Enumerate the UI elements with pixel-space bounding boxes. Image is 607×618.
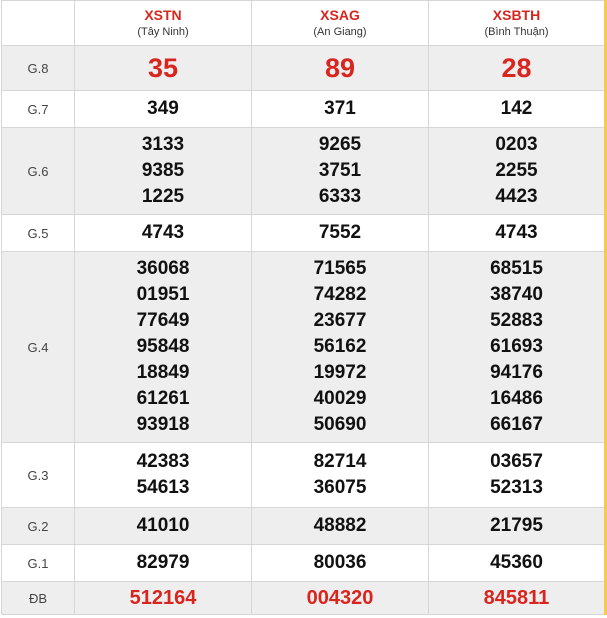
prize-number: 28 [501,53,532,83]
prize-cell [429,128,606,215]
prize-number: 41010 [136,515,190,536]
prize-cell [75,252,252,443]
prize-number: 95848 [136,336,190,357]
prize-number: 61261 [136,388,190,409]
special-prize-number: 845811 [483,587,550,609]
prize-number: 82979 [136,552,190,573]
prize-row-g5 [2,215,606,252]
prize-number: 0203 [495,134,538,155]
prize-number: 48882 [313,515,367,536]
prize-cell [252,128,429,215]
prize-number: 52313 [490,477,543,498]
province-code-link[interactable]: XSAG [320,7,360,23]
prize-number: 42383 [136,451,190,472]
prize-cell [75,91,252,128]
prize-cell [252,443,429,508]
prize-number: 36075 [313,477,367,498]
header-province-bth [429,1,606,46]
prize-number: 03657 [490,451,543,472]
prize-number: 93918 [136,414,190,435]
lottery-results-table [1,0,607,615]
prize-cell [252,91,429,128]
header-empty-cell [2,1,75,46]
prize-number: 23677 [313,310,367,331]
prize-row-g1 [2,545,606,582]
prize-number: 94176 [490,362,543,383]
prize-number: 52883 [490,310,543,331]
header-province-tn [75,1,252,46]
prize-number: 9385 [141,160,185,181]
prize-number: 40029 [313,388,367,409]
prize-cell [75,545,252,582]
prize-cell [252,582,429,615]
prize-label: G.6 [2,128,75,215]
prize-number: 56162 [313,336,367,357]
prize-cell [252,545,429,582]
prize-number: 6333 [318,186,362,207]
prize-number: 1225 [141,186,185,207]
prize-number: 68515 [490,258,543,279]
prize-cell [429,582,606,615]
prize-cell [429,508,606,545]
prize-number: 2255 [495,160,538,181]
prize-cell [429,252,606,443]
prize-cell [252,508,429,545]
prize-number: 35 [147,53,179,83]
prize-label: G.8 [2,46,75,91]
prize-row-g7 [2,91,606,128]
province-code-link[interactable]: XSTN [144,7,182,23]
header-row [2,1,606,46]
prize-number: 4423 [495,186,538,207]
prize-number: 50690 [313,414,367,435]
prize-cell [75,582,252,615]
prize-label: G.5 [2,215,75,252]
prize-number: 142 [500,98,533,119]
prize-cell [252,252,429,443]
prize-number: 9265 [318,134,362,155]
prize-cell [429,46,606,91]
province-name: (An Giang) [313,26,367,38]
prize-number: 77649 [136,310,190,331]
prize-cell [252,215,429,252]
special-prize-number: 004320 [306,587,374,609]
prize-label: G.4 [2,252,75,443]
prize-cell [75,128,252,215]
prize-row-g6 [2,128,606,215]
prize-label: ĐB [2,582,75,615]
province-code-link[interactable]: XSBTH [492,7,541,23]
prize-number: 89 [324,53,356,83]
prize-number: 4743 [495,222,538,243]
prize-number: 74282 [313,284,367,305]
prize-label: G.2 [2,508,75,545]
prize-cell [429,91,606,128]
prize-row-g3 [2,443,606,508]
prize-cell [75,46,252,91]
prize-row-g4 [2,252,606,443]
prize-number: 36068 [136,258,190,279]
prize-number: 3133 [141,134,185,155]
prize-label: G.1 [2,545,75,582]
prize-cell [75,443,252,508]
prize-row-g8 [2,46,606,91]
prize-number: 21795 [490,515,543,536]
prize-number: 66167 [490,414,543,435]
prize-number: 7552 [318,222,362,243]
prize-number: 80036 [313,552,367,573]
prize-row-special [2,582,606,615]
prize-number: 71565 [313,258,367,279]
prize-number: 01951 [136,284,190,305]
prize-cell [75,508,252,545]
prize-cell [429,215,606,252]
prize-number: 371 [324,98,356,119]
prize-number: 19972 [313,362,367,383]
prize-cell [75,215,252,252]
prize-label: G.7 [2,91,75,128]
prize-cell [429,443,606,508]
prize-number: 82714 [313,451,367,472]
special-prize-number: 512164 [129,587,197,609]
prize-number: 61693 [490,336,543,357]
province-name: (Bình Thuận) [484,26,549,38]
prize-number: 54613 [136,477,190,498]
prize-number: 4743 [141,222,185,243]
province-name: (Tây Ninh) [137,26,189,38]
prize-cell [252,46,429,91]
prize-label: G.3 [2,443,75,508]
prize-number: 38740 [490,284,543,305]
header-province-ag [252,1,429,46]
prize-row-g2 [2,508,606,545]
prize-number: 349 [147,98,179,119]
prize-number: 18849 [136,362,190,383]
prize-cell [429,545,606,582]
prize-number: 45360 [490,552,543,573]
prize-number: 3751 [318,160,362,181]
prize-number: 16486 [490,388,543,409]
